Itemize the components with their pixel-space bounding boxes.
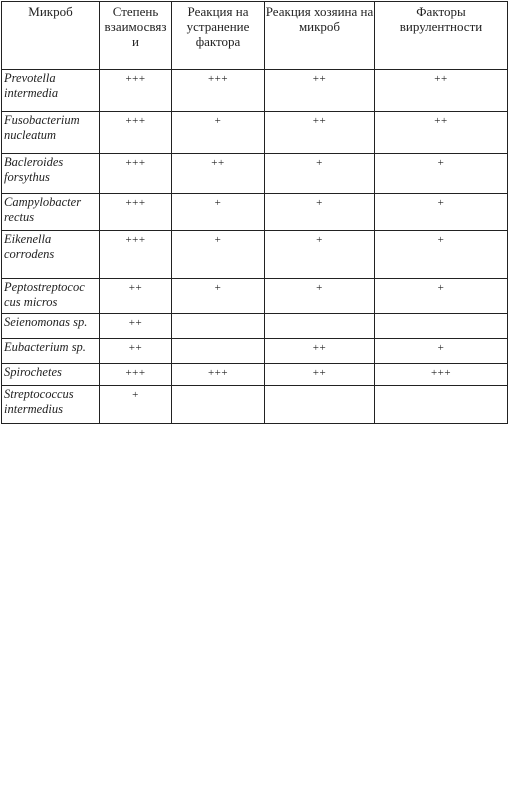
host-response-cell: ++ xyxy=(265,339,375,364)
association-degree-cell: ++ xyxy=(100,314,172,339)
elimination-response-cell: +++ xyxy=(172,364,265,386)
host-response-cell: + xyxy=(265,154,375,194)
table-row xyxy=(2,364,508,386)
table-row xyxy=(2,112,508,154)
microbe-name: Fusobacterium nucleatum xyxy=(2,112,100,154)
virulence-factors-cell: + xyxy=(375,194,508,231)
microbe-table xyxy=(1,1,508,424)
association-degree-cell: +++ xyxy=(100,112,172,154)
table-row xyxy=(2,314,508,339)
virulence-factors-cell: ++ xyxy=(375,112,508,154)
host-response-cell: + xyxy=(265,279,375,314)
header-host-response: Реакция хозяина на микроб xyxy=(265,2,375,70)
table-row xyxy=(2,70,508,112)
association-degree-cell: ++ xyxy=(100,339,172,364)
header-row xyxy=(2,2,508,70)
microbe-name: Peptostreptococ cus micros xyxy=(2,279,100,314)
association-degree-cell: +++ xyxy=(100,364,172,386)
association-degree-cell: +++ xyxy=(100,231,172,279)
virulence-factors-cell: + xyxy=(375,231,508,279)
microbe-name: Streptococcus intermedius xyxy=(2,386,100,424)
virulence-factors-cell: +++ xyxy=(375,364,508,386)
elimination-response-cell: + xyxy=(172,194,265,231)
microbe-name: Prevotella intermedia xyxy=(2,70,100,112)
elimination-response-cell xyxy=(172,386,265,424)
host-response-cell: ++ xyxy=(265,112,375,154)
elimination-response-cell: + xyxy=(172,112,265,154)
table-row xyxy=(2,231,508,279)
virulence-factors-cell: + xyxy=(375,279,508,314)
microbe-name: Spirochetes xyxy=(2,364,100,386)
microbe-name: Eubacterium sp. xyxy=(2,339,100,364)
virulence-factors-cell xyxy=(375,386,508,424)
microbe-name: Bacleroides forsythus xyxy=(2,154,100,194)
table-row xyxy=(2,386,508,424)
association-degree-cell: +++ xyxy=(100,194,172,231)
association-degree-cell: +++ xyxy=(100,70,172,112)
association-degree-cell: +++ xyxy=(100,154,172,194)
virulence-factors-cell xyxy=(375,314,508,339)
microbe-name: Eikenella corrodens xyxy=(2,231,100,279)
elimination-response-cell xyxy=(172,314,265,339)
association-degree-cell: ++ xyxy=(100,279,172,314)
header-elimination-response: Реакция на устранение фактора xyxy=(172,2,265,70)
host-response-cell: + xyxy=(265,231,375,279)
host-response-cell: ++ xyxy=(265,70,375,112)
host-response-cell: + xyxy=(265,194,375,231)
header-microbe: Микроб xyxy=(2,2,100,70)
virulence-factors-cell: + xyxy=(375,154,508,194)
host-response-cell: ++ xyxy=(265,364,375,386)
header-association-degree: Степень взаимосвяз и xyxy=(100,2,172,70)
elimination-response-cell xyxy=(172,339,265,364)
association-degree-cell: + xyxy=(100,386,172,424)
table-row xyxy=(2,154,508,194)
host-response-cell xyxy=(265,314,375,339)
microbe-name: Seienomonas sp. xyxy=(2,314,100,339)
elimination-response-cell: + xyxy=(172,279,265,314)
header-virulence-factors: Факторы вирулентности xyxy=(375,2,508,70)
elimination-response-cell: ++ xyxy=(172,154,265,194)
table-row xyxy=(2,194,508,231)
elimination-response-cell: +++ xyxy=(172,70,265,112)
elimination-response-cell: + xyxy=(172,231,265,279)
virulence-factors-cell: + xyxy=(375,339,508,364)
table-row xyxy=(2,279,508,314)
virulence-factors-cell: ++ xyxy=(375,70,508,112)
host-response-cell xyxy=(265,386,375,424)
microbe-name: Campylobacter rectus xyxy=(2,194,100,231)
table-row xyxy=(2,339,508,364)
